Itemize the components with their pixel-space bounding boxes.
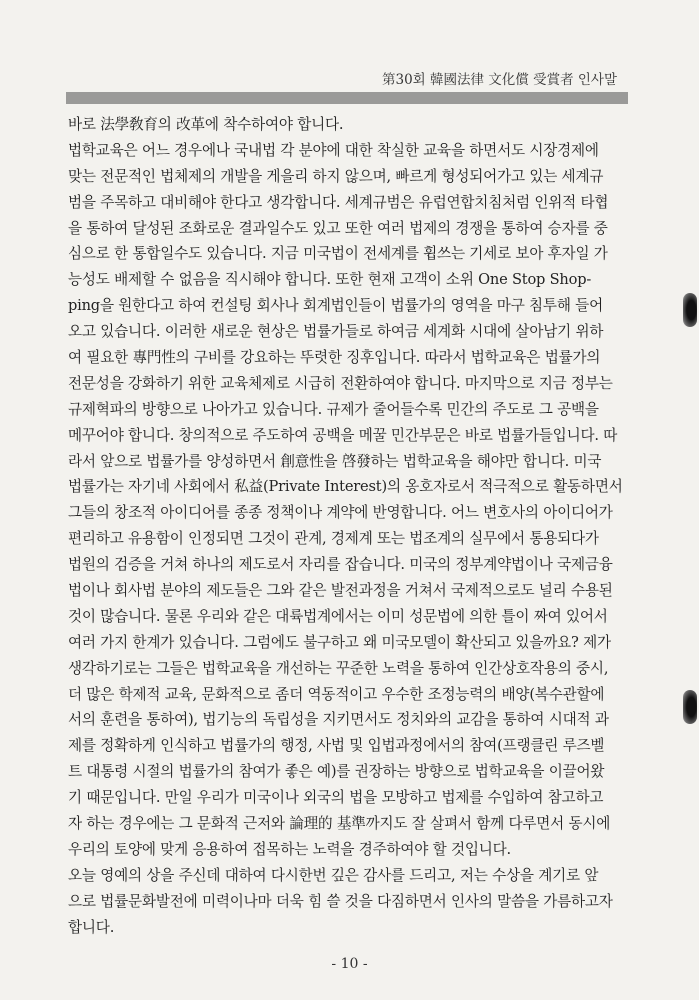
page-number: - 10 -: [331, 956, 368, 972]
text-line: 능성도 배제할 수 없음을 직시해야 합니다. 또한 현재 고객이 소위 One Stop Shop-: [68, 271, 592, 289]
text-line: 으로 법률문화발전에 미력이나마 더욱 힘 쓸 것을 다짐하면서 인사의 말씀을 가름하고자: [68, 892, 613, 910]
text-line: 그들의 창조적 아이디어를 종종 정책이나 계약에 반영합니다. 어느 변호사의 아이디어가: [68, 504, 613, 522]
text-line: 트 대통령 시절의 법률가의 참여가 좋은 예)를 권장하는 방향으로 법학교육을 이끌어왔: [68, 763, 605, 781]
running-header: 第30회 韓國法律 文化償 受賞者 인사말: [381, 72, 617, 88]
text-line: 메꾸어야 합니다. 창의적으로 주도하여 공백을 메꿀 민간부문은 바로 법률가들입니다. 따: [68, 426, 618, 444]
text-line: 서의 훈련을 통하여), 법기능의 독립성을 지키면서도 정치와의 교감을 통하여 시대적 과: [68, 711, 609, 729]
text-line: 합니다.: [68, 918, 115, 936]
text-line: 여러 가지 한계가 있습니다. 그럼에도 불구하고 왜 미국모델이 확산되고 있을까요? 제가: [68, 633, 611, 651]
text-line: 오늘 영예의 상을 주신데 대하여 다시한번 깊은 감사를 드리고, 저는 수상을 계기로 앞: [68, 866, 599, 884]
text-line: 라서 앞으로 법률가를 양성하면서 創意性을 啓發하는 법학교육을 해야만 합니다. 미국: [68, 452, 602, 470]
text-line: 범을 주목하고 대비해야 한다고 생각합니다. 세계규범은 유럽연합치침처럼 인위적 타협: [68, 193, 609, 211]
text-line: 우리의 토양에 맞게 응용하여 접목하는 노력을 경주하여야 할 것입니다.: [68, 840, 511, 858]
text-line: 생각하기로는 그들은 법학교육을 개선하는 꾸준한 노력을 통하여 인간상호작용의 중시,: [68, 659, 609, 677]
text-line: 법학교육은 어느 경우에나 국내법 각 분야에 대한 착실한 교육을 하면서도 시장경제에: [68, 141, 599, 159]
body-text: [68, 112, 648, 941]
text-line: 규제혁파의 방향으로 나아가고 있습니다. 규제가 줄어들수록 민간의 주도로 그 공백을: [68, 400, 599, 418]
text-line: 법원의 검증을 거쳐 하나의 제도로서 자리를 잡습니다. 미국의 정부계약법이나 국제금융: [68, 556, 613, 574]
binder-hole-bottom: [683, 690, 697, 724]
text-line: 것이 많습니다. 물론 우리와 같은 대륙법계에서는 이미 성문법에 의한 틀이 짜여 있어서: [68, 607, 608, 625]
header-rule: [66, 92, 628, 104]
text-line: 자 하는 경우에는 그 문화적 근저와 論理的 基準까지도 잘 살펴서 함께 다루면서 동시에: [68, 815, 611, 833]
text-line: 기 때문입니다. 만일 우리가 미국이나 외국의 법을 모방하고 법제를 수입하여 참고하고: [68, 789, 604, 807]
text-line: 심으로 한 통합일수도 있습니다. 지금 미국법이 전세계를 휩쓰는 기세로 보아 후자일 가: [68, 245, 608, 263]
text-line: 제를 정확하게 인식하고 법률가의 행정, 사법 및 입법과정에서의 참여(프랭클린 루즈벨: [68, 737, 605, 755]
text-line: 전문성을 강화하기 위한 교육체제로 시급히 전환하여야 합니다. 마지막으로 지금 정부는: [68, 374, 613, 392]
text-line: ping을 원한다고 하여 컨설팅 회사나 회계법인들이 법률가의 영역을 마구 침투해 들어: [68, 297, 603, 315]
text-line: 편리하고 유용함이 인정되면 그것이 관계, 경제계 또는 법조계의 실무에서 통용되다가: [68, 530, 599, 548]
text-line: 오고 있습니다. 이러한 새로운 현상은 법률가들로 하여금 세계화 시대에 살아남기 위하: [68, 323, 604, 341]
text-line: 맞는 전문적인 법체제의 개발을 게을리 하지 않으며, 빠르게 형성되어가고 있는 세계규: [68, 167, 604, 185]
text-line: 법이나 회사법 분야의 제도들은 그와 같은 발전과정을 거쳐서 국제적으로도 널리 수용된: [68, 582, 613, 600]
text-line: 법률가는 자기네 사회에서 私益(Private Interest)의 옹호자로서 적극적으로 활동하면서: [68, 478, 623, 496]
text-line: 여 필요한 專門性의 구비를 강요하는 뚜렷한 징후입니다. 따라서 법학교육은 법률가의: [68, 349, 601, 367]
text-line: 바로 法學敎育의 改革에 착수하여야 합니다.: [68, 116, 344, 133]
binder-hole-top: [683, 293, 697, 327]
text-line: 을 통하여 달성된 조화로운 결과일수도 있고 또한 여러 법제의 경쟁을 통하여 승자를 중: [68, 219, 608, 237]
text-line: 더 많은 학제적 교육, 문화적으로 좀더 역동적이고 우수한 조정능력의 배양(복수관할에: [68, 685, 605, 703]
